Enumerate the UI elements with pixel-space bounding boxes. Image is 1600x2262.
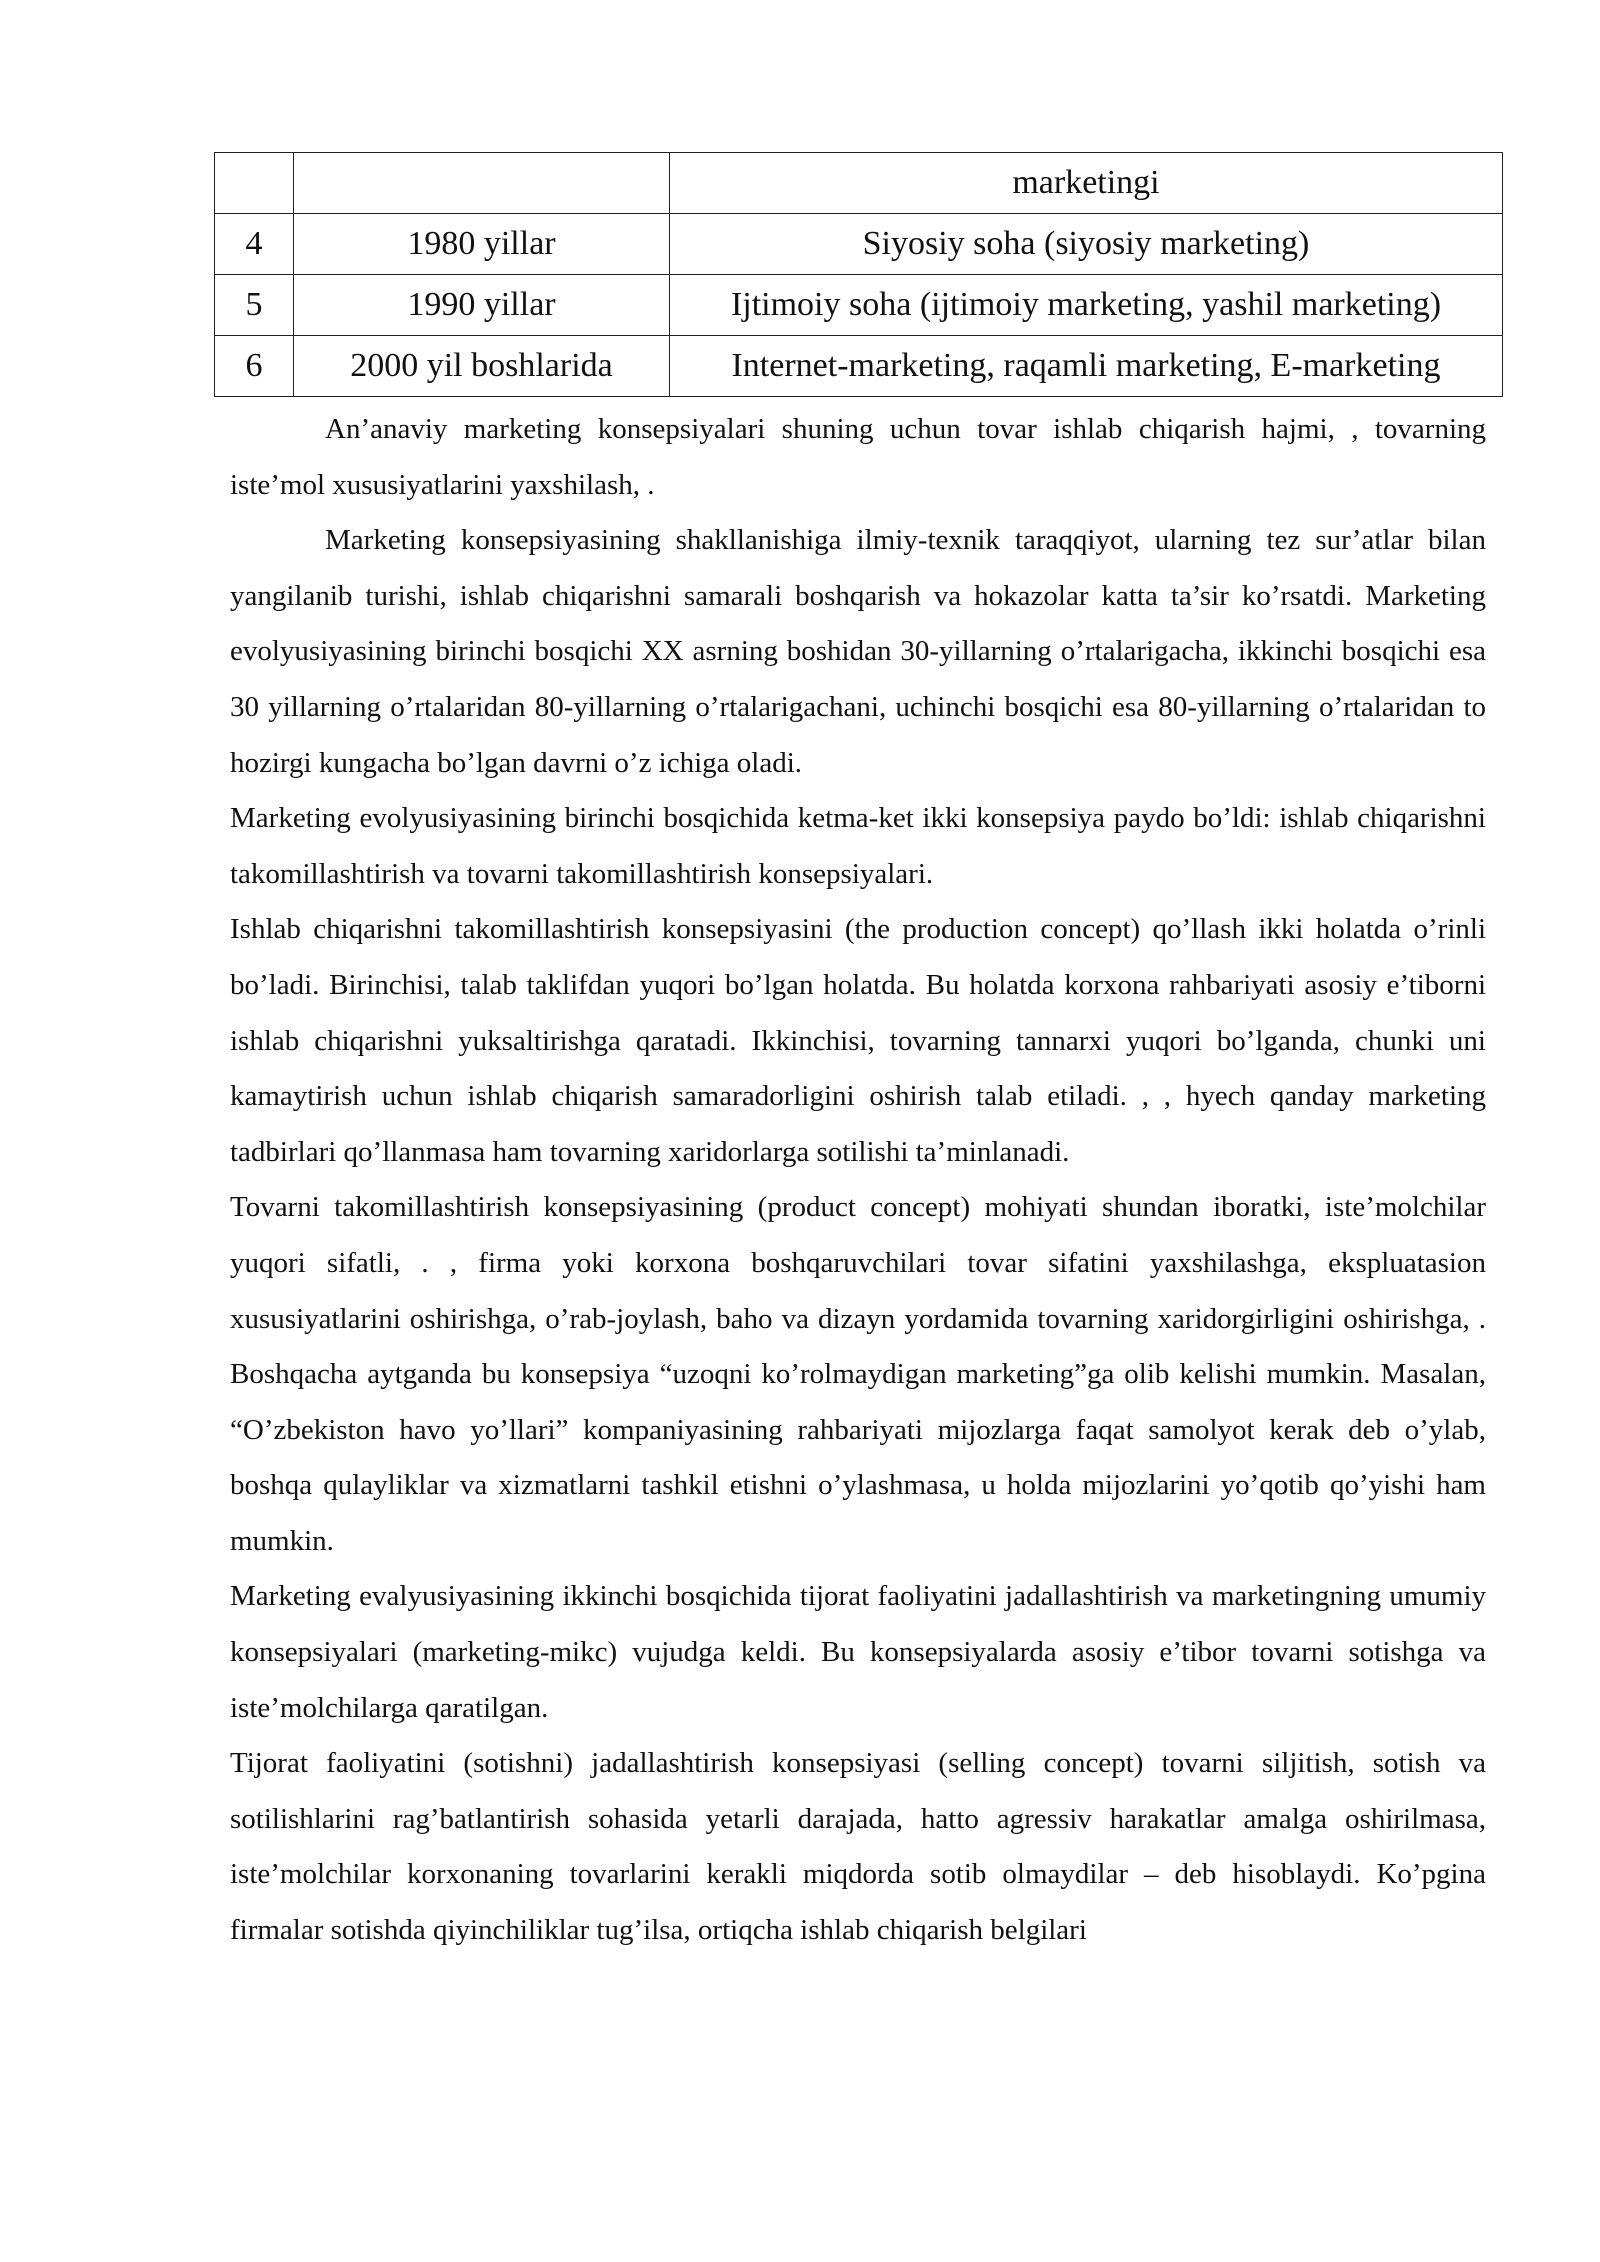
paragraph: Marketing konsepsiyasining shakllanishiga ilmiy-texnik taraqqiyot, ularning tez sur’atlar bilan yangilanib turishi, ishlab chiqarishni samarali boshqarish va hokazolar katta ta’sir ko’rsatdi. Marketing evolyusiyasining birinchi bosqichi XX asrning boshidan 30-yillarning o’rtalarigacha, ikkinchi bosqichi esa 30 yillarning o’rtalaridan 80-yillarning o’rtalarigachani, uchinchi bosqichi esa 80-yillarning o’rtalaridan to hozirgi kungacha bo’lgan davrni o’z ichiga oladi.: [230, 524, 1486, 779]
table-row: [215, 153, 1503, 214]
table-cell-number: 6: [215, 336, 294, 397]
table-cell-period: [294, 153, 670, 214]
table-cell-field: Internet-marketing, raqamli marketing, E-marketing: [670, 336, 1503, 397]
table-cell-period: 1990 yillar: [294, 275, 670, 336]
table-cell-field: Siyosiy soha (siyosiy marketing): [670, 214, 1503, 275]
table-cell-number: 5: [215, 275, 294, 336]
paragraph: An’anaviy marketing konsepsiyalari shuning uchun tovar ishlab chiqarish hajmi, , tovarning iste’mol xususiyatlarini yaxshilash, .: [230, 413, 1486, 501]
table-cell-period: 2000 yil boshlarida: [294, 336, 670, 397]
paragraph: Tovarni takomillashtirish konsepsiyasining (product concept) mohiyati shundan iboratki, iste’molchilar yuqori sifatli, . , firma yoki korxona boshqaruvchilari tovar sifatini yaxshilashga, ekspluatasion xususiyatlarini oshirishga, o’rab-joylash, baho va dizayn yordamida tovarning xaridorgirligini oshirishga, . Boshqacha aytganda bu konsepsiya “uzoqni ko’rolmaydigan marketing”ga olib kelishi mumkin. Masalan, “O’zbekiston havo yo’llari” kompaniyasining rahbariyati mijozlarga faqat samolyot kerak deb o’ylab, boshqa qulayliklar va xizmatlarni tashkil etishni o’ylashmasa, u holda mijozlarini yo’qotib qo’yishi ham mumkin.: [230, 1191, 1486, 1557]
table-cell-field: Ijtimoiy soha (ijtimoiy marketing, yashil marketing): [670, 275, 1503, 336]
paragraph: Marketing evalyusiyasining ikkinchi bosqichida tijorat faoliyatini jadallashtirish va marketingning umumiy konsepsiyalari (marketing-mikc) vujudga keldi. Bu konsepsiyalarda asosiy e’tibor tovarni sotishga va iste’molchilarga qaratilgan.: [230, 1580, 1486, 1724]
paragraph: Marketing evolyusiyasining birinchi bosqichida ketma-ket ikki konsepsiya paydo bo’ldi: ishlab chiqarishni takomillashtirish va tovarni takomillashtirish konsepsiyalari.: [230, 802, 1486, 890]
marketing-history-table: [214, 152, 1503, 397]
table-cell-period: 1980 yillar: [294, 214, 670, 275]
body-text: [230, 402, 1486, 1959]
table-cell-number: 4: [215, 214, 294, 275]
table-row: [215, 336, 1503, 397]
paragraph: Tijorat faoliyatini (sotishni) jadallashtirish konsepsiyasi (selling concept) tovarni siljitish, sotish va sotilishlarini rag’batlantirish sohasida yetarli darajada, hatto agressiv harakatlar amalga oshirilmasa, iste’molchilar korxonaning tovarlarini kerakli miqdorda sotib olmaydilar – deb hisoblaydi. Ko’pgina firmalar sotishda qiyinchiliklar tug’ilsa, ortiqcha ishlab chiqarish belgilari: [230, 1747, 1486, 1947]
table-cell-field: marketingi: [670, 153, 1503, 214]
paragraph: Ishlab chiqarishni takomillashtirish konsepsiyasini (the production concept) qo’llash ikki holatda o’rinli bo’ladi. Birinchisi, talab taklifdan yuqori bo’lgan holatda. Bu holatda korxona rahbariyati asosiy e’tiborni ishlab chiqarishni yuksaltirishga qaratadi. Ikkinchisi, tovarning tannarxi yuqori bo’lganda, chunki uni kamaytirish uchun ishlab chiqarish samaradorligini oshirish talab etiladi. , , hyech qanday marketing tadbirlari qo’llanmasa ham tovarning xaridorlarga sotilishi ta’minlanadi.: [230, 913, 1486, 1168]
table-row: [215, 275, 1503, 336]
table-cell-number: [215, 153, 294, 214]
table-row: [215, 214, 1503, 275]
